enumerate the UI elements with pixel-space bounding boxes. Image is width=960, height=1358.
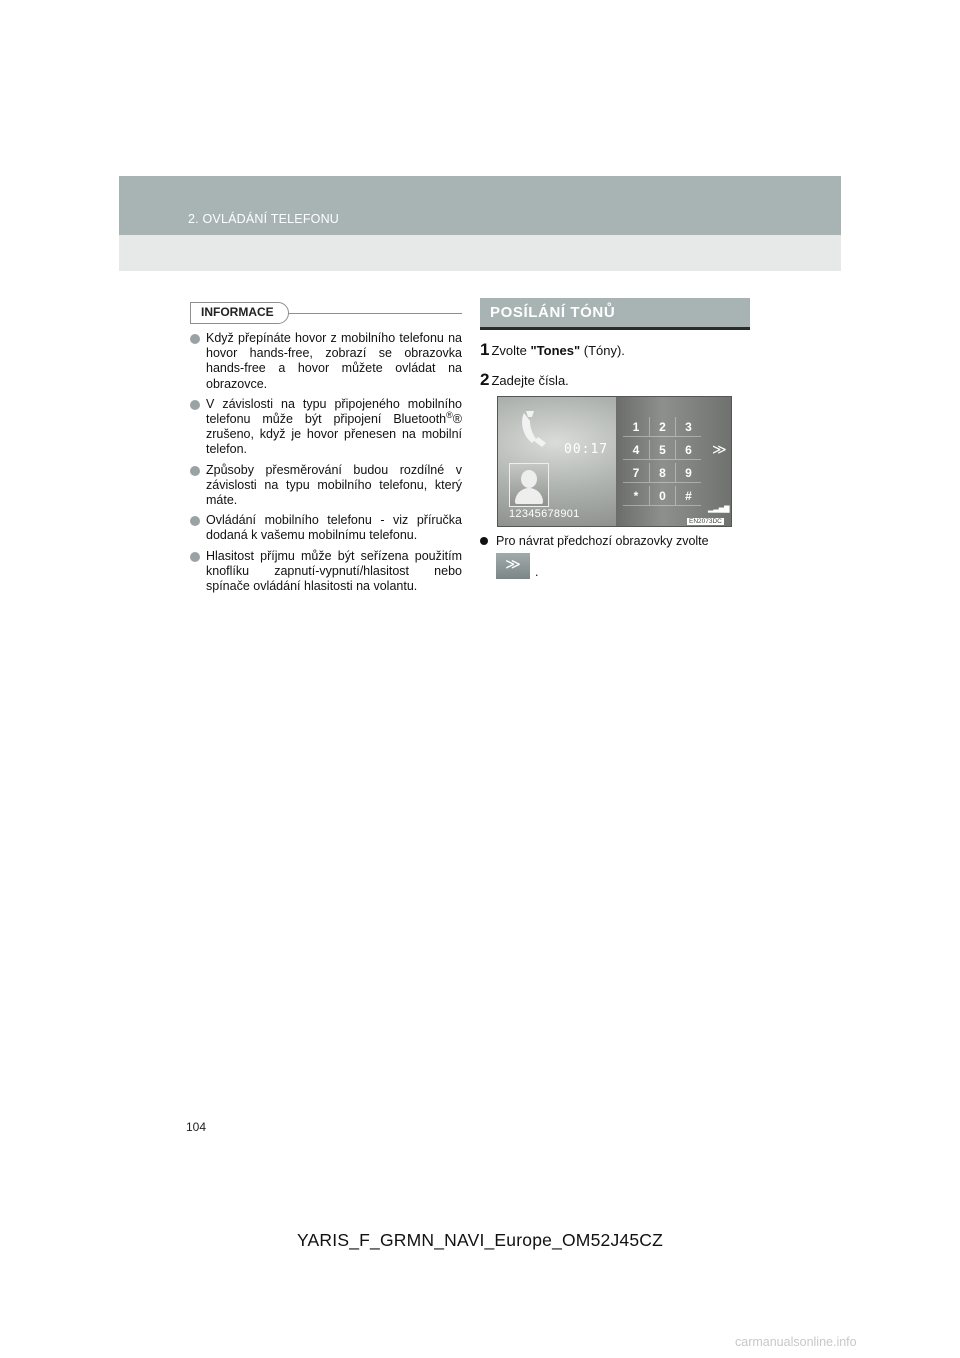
keypad-key[interactable]: 3 bbox=[675, 417, 701, 437]
info-badge: INFORMACE bbox=[190, 302, 289, 324]
page-number: 104 bbox=[186, 1120, 207, 1134]
bullet-dot-icon bbox=[190, 516, 200, 526]
keypad-key[interactable]: * bbox=[623, 486, 649, 506]
signal-strength-icon: ▂▃▅▇ bbox=[708, 506, 730, 513]
registered-mark: ® bbox=[446, 409, 453, 420]
keypad-key[interactable]: # bbox=[675, 486, 701, 506]
info-bullet: Když přepínáte hovor z mobilního telefonu na hovor hands-free, zobrazí se obrazovka hands-free a hovor můžete ovládat na obrazovce. bbox=[190, 331, 462, 392]
info-bullet: Způsoby přesměrování budou rozdílné v závislosti na typu mobilního telefonu, který máte. bbox=[190, 463, 462, 509]
document-code: YARIS_F_GRMN_NAVI_Europe_OM52J45CZ bbox=[296, 1230, 663, 1250]
back-note-continuation: ≫ . bbox=[496, 553, 538, 579]
keypad-key[interactable]: 8 bbox=[649, 463, 675, 483]
tone-keypad bbox=[623, 417, 703, 506]
keypad-key[interactable]: 1 bbox=[623, 417, 649, 437]
step-1: 1 Zvolte "Tones" (Tóny). bbox=[480, 340, 625, 359]
keypad-key[interactable]: 2 bbox=[649, 417, 675, 437]
keypad-key[interactable]: 6 bbox=[675, 440, 701, 460]
keypad-key[interactable]: 7 bbox=[623, 463, 649, 483]
avatar bbox=[509, 463, 549, 507]
image-code: EN2073DC bbox=[689, 518, 722, 525]
header-band bbox=[119, 176, 841, 271]
bluetooth-continuation: ® zrušeno, když je hovor přenesen na mobilní telefon. bbox=[206, 412, 462, 457]
bullet-dot-icon bbox=[190, 400, 200, 410]
tones-heading: POSÍLÁNÍ TÓNŮ bbox=[490, 304, 616, 321]
tones-heading-bar bbox=[480, 298, 750, 330]
section-title: 2. OVLÁDÁNÍ TELEFONU bbox=[188, 212, 340, 226]
phone-handset-icon bbox=[518, 409, 552, 449]
step-number: 1 bbox=[480, 340, 490, 359]
info-bullet-list bbox=[190, 331, 462, 599]
back-arrow-icon[interactable]: ≫ bbox=[712, 441, 727, 457]
bullet-dot-icon bbox=[190, 334, 200, 344]
step-number: 2 bbox=[480, 370, 490, 389]
keypad-key[interactable]: 4 bbox=[623, 440, 649, 460]
call-timer: 00:17 bbox=[564, 442, 609, 457]
info-bullet: Hlasitost příjmu může být seřízena použitím knoflíku zapnutí-vypnutí/hlasitost nebo spínače ovládání hlasitosti na volantu. bbox=[190, 549, 462, 595]
watermark: carmanualsonline.info bbox=[735, 1335, 857, 1349]
keypad-key[interactable]: 5 bbox=[649, 440, 675, 460]
bullet-dot-icon bbox=[480, 537, 488, 545]
step-2: 2 Zadejte čísla. bbox=[480, 370, 569, 389]
bullet-dot-icon bbox=[190, 466, 200, 476]
hands-free-screen-image bbox=[497, 396, 732, 527]
keypad-key[interactable]: 9 bbox=[675, 463, 701, 483]
keypad-key[interactable]: 0 bbox=[649, 486, 675, 506]
header-top-bar bbox=[119, 176, 841, 235]
info-bullet: V závislosti na typu připojeného mobilního telefonu může být připojení Bluetooth®® zrušeno, když je hovor přenesen na mobilní telefon. bbox=[190, 397, 462, 458]
tones-label: "Tones" bbox=[530, 343, 581, 358]
back-button[interactable]: ≫ bbox=[496, 553, 530, 579]
bullet-dot-icon bbox=[190, 552, 200, 562]
phone-number: 12345678901 bbox=[509, 508, 580, 520]
info-bullet: Ovládání mobilního telefonu - viz příručka dodaná k vašemu mobilnímu telefonu. bbox=[190, 513, 462, 543]
back-note: Pro návrat předchozí obrazovky zvolte bbox=[480, 533, 750, 550]
